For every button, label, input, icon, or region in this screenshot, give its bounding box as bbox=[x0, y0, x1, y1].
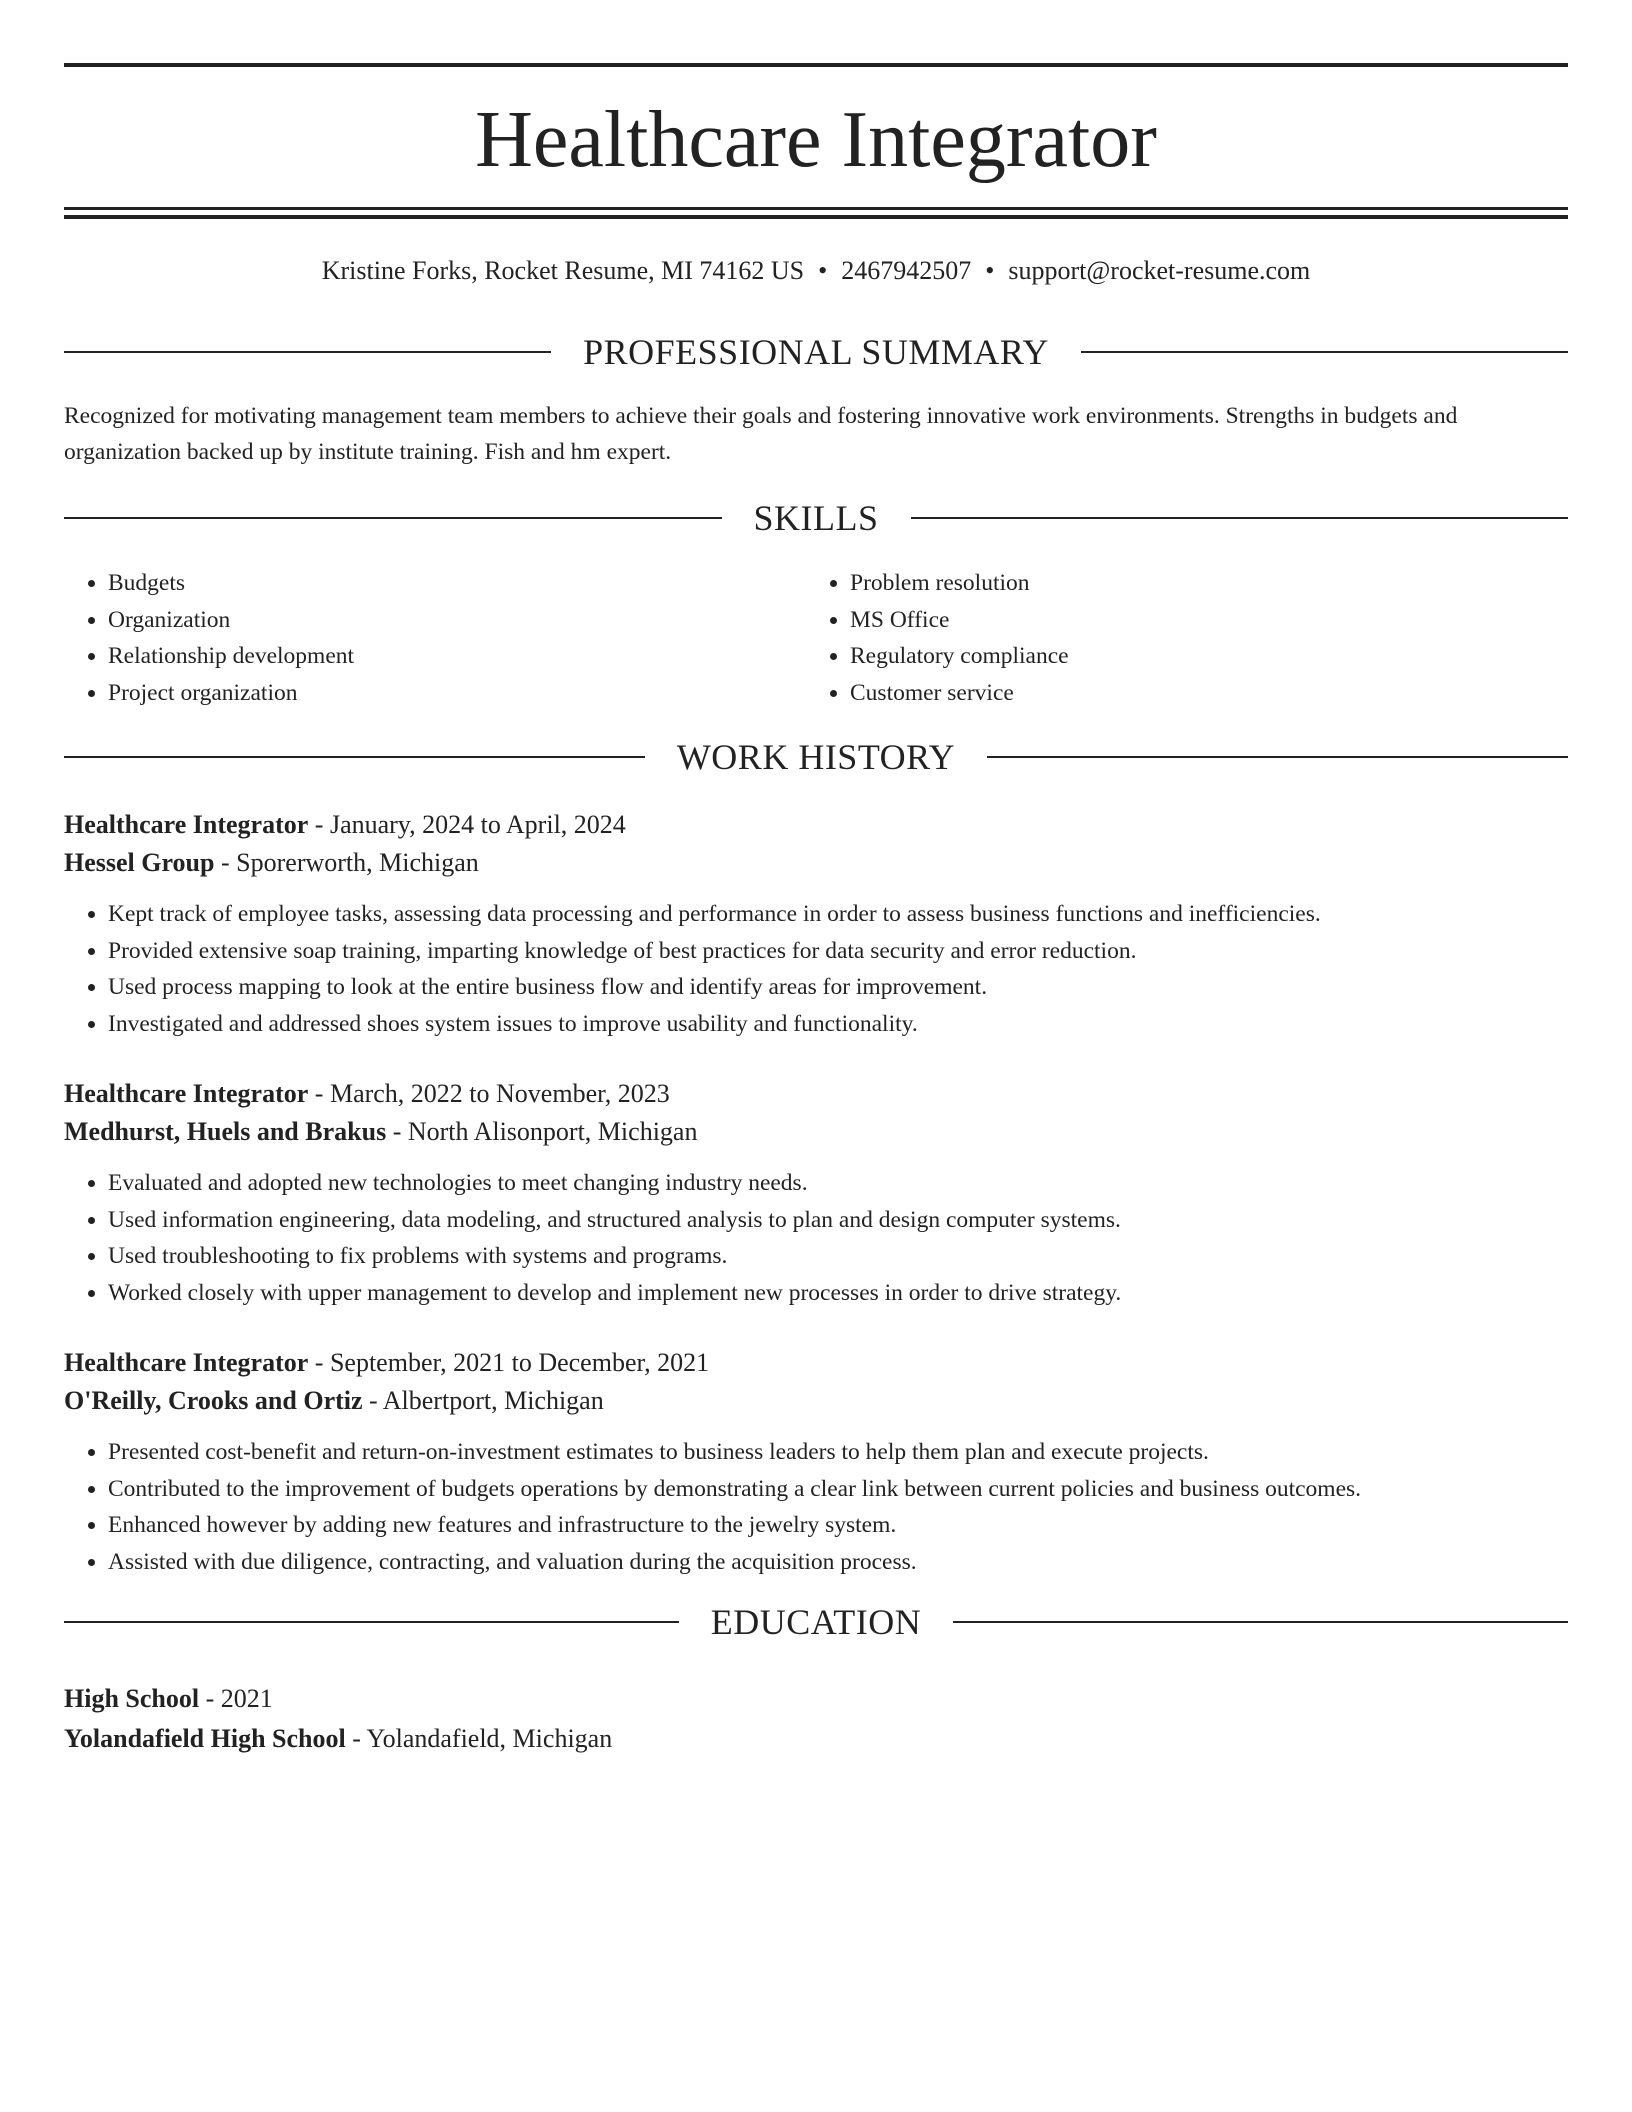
skills-list-right bbox=[806, 565, 1506, 711]
education-school-line bbox=[64, 1720, 1568, 1758]
education-entry bbox=[64, 1680, 1568, 1758]
job-dash: - bbox=[386, 1117, 408, 1146]
header-top-rule bbox=[64, 63, 1568, 67]
job-title-line bbox=[64, 1344, 1568, 1382]
skills-column-right bbox=[806, 565, 1506, 711]
job-bullet: • Enhanced however by adding new features and infrastructure to the jewelry system. bbox=[108, 1507, 1568, 1544]
section-rule-right bbox=[911, 517, 1569, 519]
education-location: Yolandafield, Michigan bbox=[366, 1724, 613, 1753]
job-company: Hessel Group bbox=[64, 848, 215, 877]
contact-phone: 2467942507 bbox=[841, 256, 972, 285]
skill-item: • Project organization bbox=[108, 675, 764, 712]
section-rule-left bbox=[64, 756, 645, 758]
job-bullet: • Presented cost-benefit and return-on-investment estimates to business leaders to help them plan and execute projects. bbox=[108, 1434, 1568, 1471]
job-bullet: • Used process mapping to look at the entire business flow and identify areas for improvement. bbox=[108, 969, 1568, 1006]
skills-list-left bbox=[64, 565, 764, 711]
contact-line bbox=[64, 254, 1568, 288]
job-dash: - bbox=[362, 1386, 383, 1415]
skill-item: • Regulatory compliance bbox=[850, 638, 1506, 675]
job-title: Healthcare Integrator bbox=[64, 810, 309, 839]
skill-item: • Relationship development bbox=[108, 638, 764, 675]
section-header-work-history bbox=[64, 734, 1568, 780]
job-dates: January, 2024 to April, 2024 bbox=[329, 810, 626, 839]
job-dates: September, 2021 to December, 2021 bbox=[329, 1348, 710, 1377]
job-company-line bbox=[64, 1113, 1568, 1151]
job-location: Sporerworth, Michigan bbox=[236, 848, 479, 877]
job-entry bbox=[64, 806, 1568, 1042]
job-title-line bbox=[64, 806, 1568, 844]
education-year: 2021 bbox=[220, 1684, 273, 1713]
job-bullet: • Worked closely with upper management to develop and implement new processes in order to drive strategy. bbox=[108, 1275, 1568, 1312]
contact-email: support@rocket-resume.com bbox=[1008, 256, 1311, 285]
job-company-line bbox=[64, 1382, 1568, 1420]
job-title: Healthcare Integrator bbox=[64, 1348, 309, 1377]
job-dash: - bbox=[214, 848, 237, 877]
section-title-summary: PROFESSIONAL SUMMARY bbox=[583, 332, 1049, 372]
job-bullet: • Investigated and addressed shoes system issues to improve usability and functionality. bbox=[108, 1006, 1568, 1043]
job-bullets bbox=[64, 1434, 1568, 1580]
job-bullets bbox=[64, 896, 1568, 1042]
education-degree: High School bbox=[64, 1684, 200, 1713]
section-header-skills bbox=[64, 495, 1568, 541]
education-school: Yolandafield High School bbox=[64, 1724, 346, 1753]
section-rule-left bbox=[64, 351, 551, 353]
skill-item: • Budgets bbox=[108, 565, 764, 602]
skill-item: • Organization bbox=[108, 602, 764, 639]
education-degree-line bbox=[64, 1680, 1568, 1718]
job-location: North Alisonport, Michigan bbox=[407, 1117, 698, 1146]
job-company: O'Reilly, Crooks and Ortiz bbox=[64, 1386, 363, 1415]
job-bullet: • Assisted with due diligence, contracting, and valuation during the acquisition process. bbox=[108, 1544, 1568, 1581]
section-header-education bbox=[64, 1599, 1568, 1645]
section-header-summary bbox=[64, 329, 1568, 375]
education-dash: - bbox=[345, 1724, 367, 1753]
job-bullet: • Used troubleshooting to fix problems with systems and programs. bbox=[108, 1238, 1568, 1275]
job-dates: March, 2022 to November, 2023 bbox=[329, 1079, 670, 1108]
skill-item: • Customer service bbox=[850, 675, 1506, 712]
job-entry bbox=[64, 1075, 1568, 1311]
section-rule-right bbox=[1081, 351, 1568, 353]
education-dash: - bbox=[199, 1684, 221, 1713]
job-title: Healthcare Integrator bbox=[64, 1079, 309, 1108]
job-bullet: • Provided extensive soap training, imparting knowledge of best practices for data security and error reduction. bbox=[108, 933, 1568, 970]
header-bottom-rule-thin bbox=[64, 207, 1568, 210]
job-entry bbox=[64, 1344, 1568, 1580]
skill-item: • MS Office bbox=[850, 602, 1506, 639]
resume-title: Healthcare Integrator bbox=[475, 96, 1157, 184]
section-rule-right bbox=[953, 1621, 1568, 1623]
section-title-skills: SKILLS bbox=[753, 498, 879, 538]
section-title-work-history: WORK HISTORY bbox=[676, 737, 956, 777]
contact-separator: • bbox=[985, 256, 995, 285]
section-rule-left bbox=[64, 1621, 679, 1623]
job-bullet: • Kept track of employee tasks, assessing data processing and performance in order to assess business functions and inefficiencies. bbox=[108, 896, 1568, 933]
summary-text: Recognized for motivating management team members to achieve their goals and fostering innovative work environments. Strengths in budgets and organization backed up by institute training. Fish and hm expert. bbox=[64, 403, 1458, 465]
job-company-line bbox=[64, 844, 1568, 882]
job-bullets bbox=[64, 1165, 1568, 1311]
skills-column-left bbox=[64, 565, 764, 711]
job-dash: - bbox=[308, 1079, 330, 1108]
job-company: Medhurst, Huels and Brakus bbox=[64, 1117, 387, 1146]
job-dash: - bbox=[308, 810, 330, 839]
section-title-education: EDUCATION bbox=[710, 1602, 922, 1642]
section-rule-right bbox=[987, 756, 1568, 758]
skill-item: • Problem resolution bbox=[850, 565, 1506, 602]
job-dash: - bbox=[308, 1348, 330, 1377]
job-title-line bbox=[64, 1075, 1568, 1113]
contact-address: Kristine Forks, Rocket Resume, MI 74162 US bbox=[321, 256, 805, 285]
job-location: Albertport, Michigan bbox=[382, 1386, 604, 1415]
header-bottom-rule-thick bbox=[64, 215, 1568, 219]
job-bullet: • Evaluated and adopted new technologies to meet changing industry needs. bbox=[108, 1165, 1568, 1202]
contact-separator: • bbox=[818, 256, 828, 285]
job-bullet: • Contributed to the improvement of budgets operations by demonstrating a clear link between current policies and business outcomes. bbox=[108, 1471, 1568, 1508]
section-rule-left bbox=[64, 517, 722, 519]
job-bullet: • Used information engineering, data modeling, and structured analysis to plan and design computer systems. bbox=[108, 1202, 1568, 1239]
